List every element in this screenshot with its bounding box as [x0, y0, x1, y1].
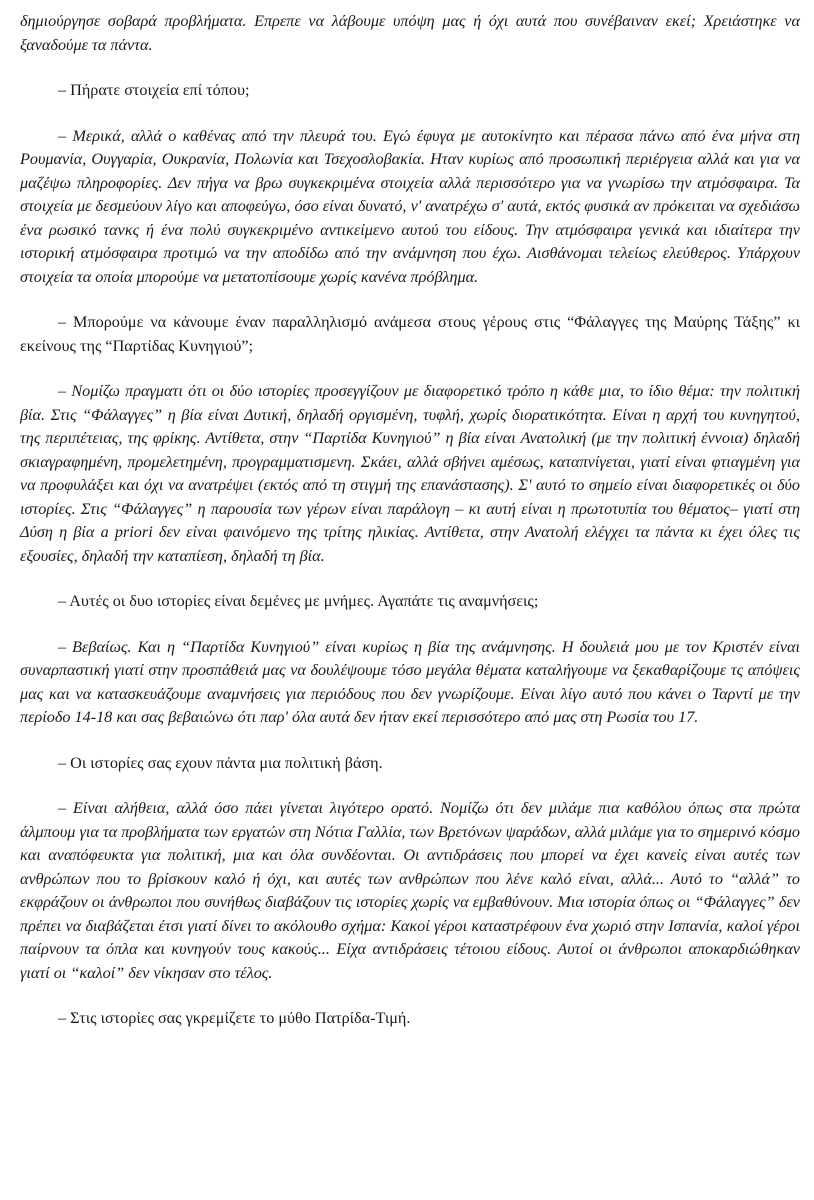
- answer-paragraph: – Είναι αλήθεια, αλλά όσο πάει γίνεται λιγότερο ορατό. Νομίζω ότι δεν μιλάμε πια καθόλου όπως στα πρώτα άλμπουμ για τα προβλήματα των εργατών στη Νότια Γαλλία, των Βρετόνων ψαράδων, αλλά μιλάμε για το σημερινό κόσμο και αναπόφευκτα για πολιτική, μια και όλα συνδέονται. Οι αντιδράσεις που μπορεί να έχει κανείς είναι αυτές των ανθρώπων που το βρίσκουν καλό ή όχι, και αυτές των ανθρώπων που λένε καλό είναι, αλλά... Αυτό το “αλλά” το εκφράζουν οι άνθρωποι που συνήθως διαβάζουν τις ιστορίες χωρίς να εμβαθύνουν. Μια ιστορία όπως οι “Φάλαγγες” δεν πρέπει να διαβάζεται έτσι γιατί δίνει το ακόλουθο σχήμα: Κακοί γέροι καταστρέφουν ένα χωριό στην Ισπανία, καλοί γέροι παίρνουν τα όπλα και κυνηγούν τους κακούς... Είχα αντιδράσεις τέτοιου είδους. Αυτοί οι άνθρωποι αποκαρδιώθηκαν γιατί οι “καλοί” δεν νίκησαν στο τέλος.: [20, 799, 800, 982]
- question-paragraph: – Στις ιστορίες σας γκρεμίζετε το μύθο Πατρίδα-Τιμή.: [58, 1009, 411, 1027]
- question-paragraph: – Αυτές οι δυο ιστορίες είναι δεμένες με μνήμες. Αγαπάτε τις αναμνήσεις;: [58, 592, 539, 610]
- document-page: [20, 10, 800, 1053]
- answer-paragraph: – Νομίζω πραγματι ότι οι δύο ιστορίες προσεγγίζουν με διαφορετικό τρόπο η κάθε μια, το ίδιο θέμα: την πολιτική βία. Στις “Φάλαγγες” η βία είναι Δυτική, δηλαδή οργισμένη, τυφλή, χωρίς διορατικότητα. Είναι η αρχή του κυνηγητού, της περιπέτειας, της φρίκης. Αντίθετα, στην “Παρτίδα Κυνηγιού” η βία είναι Ανατολική (με την πολιτική έννοια) δηλαδή σκιαγραφημένη, προμελετημένη, προγραμματισμενη. Σκάει, αλλά σβήνει αμέσως, καταπνίγεται, γιατί είναι φτιαγμένη για να προφυλάξει και όχι να ανατρέψει (εκτός από τη στιγμή της επανάστασης). Σ' αυτό το σημείο είναι διαφορετικές οι δύο ιστορίες. Στις “Φάλαγγες” η παρουσία των γέρων είναι παράλογη – κι αυτή είναι η πρωτοτυπία του θέματος– γιατί στη Δύση η βία a priori δεν είναι φαινόμενο της τρίτης ηλικίας. Αντίθετα, στην Ανατολή ελέγχει τα πάντα κι έχει όλες τις εξουσίες, δηλαδή την καταπίεση, δηλαδή τη βία.: [20, 382, 800, 565]
- answer-paragraph: – Βεβαίως. Και η “Παρτίδα Κυνηγιού” είναι κυρίως η βία της ανάμνησης. Η δουλειά μου με τον Κριστέν είναι συναρπαστική γιατί στην προσπάθειά μας να δουλέψουμε τόσο μεγάλα θέματα καταλήγουμε να ξεκαθαρίζουμε τς απόψεις μας και να κατασκευάζουμε αναμνήσεις για περιόδους που δεν γνωρίζουμε. Είναι λίγο αυτό που κάνει ο Ταρντί με την περίοδο 14-18 και σας βεβαιώνω ότι παρ' όλα αυτά δεν ήταν εκεί περισσότερο από μας στη Ρωσία του 17.: [20, 637, 800, 726]
- question-paragraph: – Μπορούμε να κάνουμε έναν παραλληλισμό ανάμεσα στους γέρους στις “Φάλαγγες της Μαύρης Τάξης” κι εκείνους της “Παρτίδας Κυνηγιού”;: [20, 313, 800, 355]
- answer-paragraph-continued: δημιούργησε σοβαρά προβλήματα. Επρεπε να λάβουμε υπόψη μας ή όχι αυτά που συνέβαιναν εκεί; Χρειάστηκε να ξαναδούμε τα πάντα.: [20, 12, 800, 54]
- question-paragraph: – Οι ιστορίες σας εχουν πάντα μια πολιτική βάση.: [58, 753, 383, 772]
- question-paragraph: – Πήρατε στοιχεία επί τόπου;: [58, 81, 250, 99]
- answer-paragraph: – Μερικά, αλλά ο καθένας από την πλευρά του. Εγώ έφυγα με αυτοκίνητο και πέρασα πάνω από ένα μήνα στη Ρουμανία, Ουγγαρία, Ουκρανία, Πολωνία και Τσεχοσλοβακία. Ηταν κυρίως από προσωπική περιέργεια αλλά και για να μαζέψω πληροφορίες. Δεν πήγα να βρω συγκεκριμένα στοιχεία αλλά περισσότερο για να γνωρίσω την ατμόσφαιρα. Τα στοιχεία με δεσμεύουν λίγο και αποφεύγω, όσο είναι δυνατό, ν' ανατρέχω σ' αυτά, εκτός φυσικά αν πρόκειται να σχεδιάσω ένα ρωσικό τανκς ή ένα πολύ συγκεκριμένο αντικείμενο αυτού του είδους. Την ατμόσφαιρα γενικά και ιδιαίτερα την ιστορική ατμόσφαιρα προτιμώ να την αποδίδω από την ανάμνηση που έχω. Αισθάνομαι τελείως ελεύθερος. Υπάρχουν στοιχεία τα οποία μπορούμε να μετατοπίσουμε χωρίς κανένα πρόβλημα.: [20, 126, 800, 286]
